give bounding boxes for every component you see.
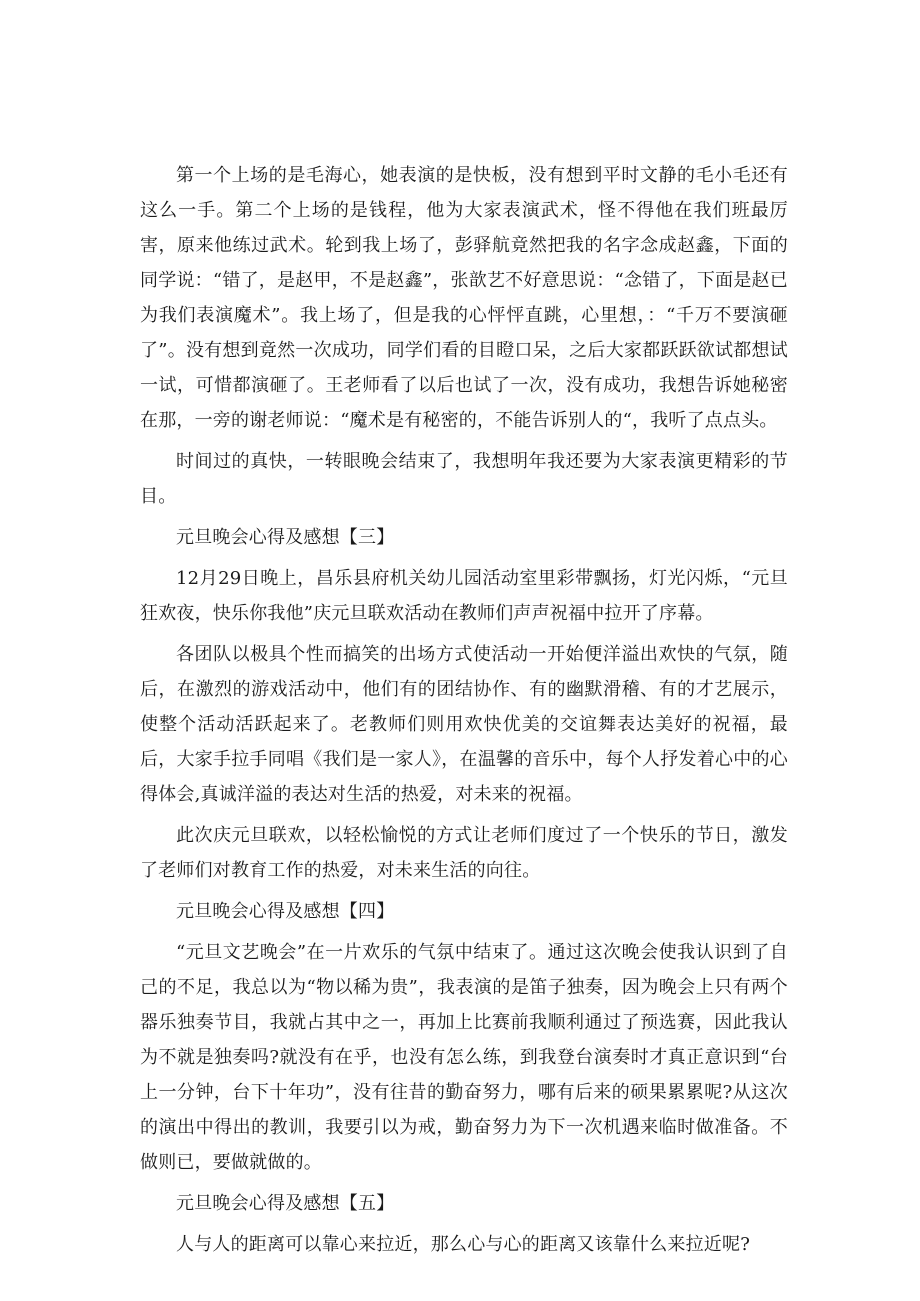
paragraph-team-activities: 各团队以极具个性而搞笑的出场方式使活动一开始便洋溢出欢快的气氛，随后，在激烈的游戏活动中，他们有的团结协作、有的幽默滑稽、有的才艺展示，使整个活动活跃起来了。老教师们则用欢快优美的交谊舞表达美好的祝福，最后，大家手拉手同唱《我们是一家人》，在温馨的音乐中，每个人抒发着心中的心得体会,真诚洋溢的表达对生活的热爱，对未来的祝福。 bbox=[140, 644, 788, 805]
paragraph-time-flies: 时间过的真快，一转眼晚会结束了，我想明年我还要为大家表演更精彩的节目。 bbox=[140, 451, 788, 507]
paragraph-heart-distance: 人与人的距离可以靠心来拉近，那么心与心的距离又该靠什么来拉近呢? bbox=[176, 1234, 751, 1255]
paragraph-show-performances: 第一个上场的是毛海心，她表演的是快板，没有想到平时文静的毛小毛还有这么一手。第二个上场的是钱程，他为大家表演武术，怪不得他在我们班最厉害，原来他练过武术。轮到我上场了，彭驿航竟然把我的名字念成赵鑫，下面的同学说：“错了，是赵甲，不是赵鑫”，张歆艺不好意思说：“念错了，下面是赵已为我们表演魔术”。我上场了，但是我的心怦怦直跳，心里想，：“千万不要演砸了”。没有想到竟然一次成功，同学们看的目瞪口呆，之后大家都跃跃欲试都想试一试，可惜都演砸了。王老师看了以后也试了一次，没有成功，我想告诉她秘密在那，一旁的谢老师说：“魔术是有秘密的，不能告诉别人的“，我听了点点头。 bbox=[140, 165, 788, 431]
heading-part-three: 元旦晚会心得及感想【三】 bbox=[176, 527, 395, 548]
document-body bbox=[140, 158, 788, 1268]
heading-part-four: 元旦晚会心得及感想【四】 bbox=[176, 901, 395, 922]
paragraph-event-summary: 此次庆元旦联欢，以轻松愉悦的方式让老师们度过了一个快乐的节日，激发了老师们对教育工作的热爱，对未来生活的向往。 bbox=[140, 825, 788, 881]
paragraph-kindergarten-event: 12月29日晚上，昌乐县府机关幼儿园活动室里彩带飘扬，灯光闪烁，“元旦狂欢夜，快乐你我他”庆元旦联欢活动在教师们声声祝福中拉开了序幕。 bbox=[140, 568, 788, 624]
heading-part-five: 元旦晚会心得及感想【五】 bbox=[176, 1193, 395, 1214]
paragraph-flute-solo: “元旦文艺晚会”在一片欢乐的气氛中结束了。通过这次晚会使我认识到了自己的不足，我总以为“物以稀为贵”，我表演的是笛子独奏，因为晚会上只有两个器乐独奏节目，我就占其中之一，再加上比赛前我顺利通过了预选赛，因此我认为不就是独奏吗?就没有在乎，也没有怎么练，到我登台演奏时才真正意识到“台上一分钟，台下十年功”，没有往昔的勤奋努力，哪有后来的硕果累累呢?从这次的演出中得出的教训，我要引以为戒，勤奋努力为下一次机遇来临时做准备。不做则已，要做就做的。 bbox=[140, 942, 788, 1173]
